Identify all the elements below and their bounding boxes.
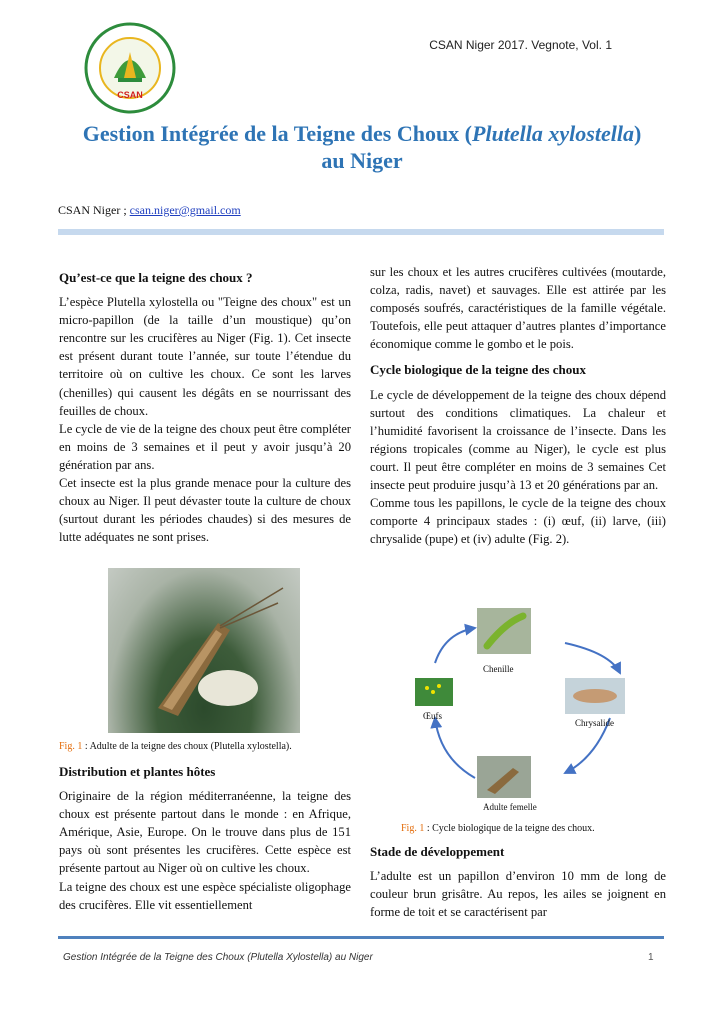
right-column-top <box>370 263 666 548</box>
paragraph: La teigne des choux est une espèce spécialiste oligophage des crucifères. Elle vit essentiellement <box>59 879 351 912</box>
section-heading: Distribution et plantes hôtes <box>59 764 216 779</box>
section-heading: Cycle biologique de la teigne des choux <box>370 362 586 378</box>
paragraph: L’espèce Plutella xylostella ou "Teigne des choux" est un micro-papillon (de la taille d’un moustique) qu’on rencontre sur les crucifères au Niger (Fig. 1). Cet insecte est présent durant toute l’année, sur toute l’étendue du territoire où on cultive les choux. Ce sont les larves (chenilles) qui causent les dégâts en se nourrissant des feuilles de choux. <box>59 295 351 418</box>
stage-label-chrysalide: Chrysalide <box>575 718 614 728</box>
author-email-link[interactable]: csan.niger@gmail.com <box>129 203 241 217</box>
csan-logo <box>84 22 176 114</box>
stage-label-oeufs: Œufs <box>423 711 443 721</box>
paragraph: Comme tous les papillons, le cycle de la teigne des choux comporte 4 principaux stades : (i) œuf, (ii) larve, (iii) chrysalide (pupe) et (iv) adulte (Fig. 2). <box>370 496 666 547</box>
paragraph: Cet insecte est la plus grande menace pour la culture des choux au Niger. Il peut dévaster toute la culture de choux (surtout durant les périodes chaudes) si des mesures de lutte adéquates ne sont prises. <box>59 476 351 545</box>
document-title: Gestion Intégrée de la Teigne des Choux (Plutella xylostella) au Niger <box>82 121 642 173</box>
life-cycle-diagram <box>415 608 643 813</box>
paragraph: Originaire de la région méditerranéenne, la teigne des choux est présente partout dans le monde : en Afrique, Amérique, Asie, Europe. On le trouve dans plus de 151 pays où sont présentes les crucifères. Cette espèce est présente partout au Niger où on cultive les choux. <box>59 789 351 876</box>
paragraph: Le cycle de développement de la teigne des choux dépend surtout des conditions climatiques. La chaleur et l’humidité favorisent la croissance de l’insecte. Dans les régions tropicales (comme au Niger), le cycle est plus court. Il peut être compléter en moins de 3 semaines Cet insecte peut produire jusqu’à 13 et 20 générations par an. <box>370 387 666 493</box>
paragraph: sur les choux et les autres crucifères cultivées (moutarde, colza, radis, navet) et sauvages. Elle est attirée par les composés soufrés, caractéristiques de la famille végétale. Toutefois, elle peut attaquer d’autres plantes d’importance économique comme le gombo et le pois. <box>370 265 666 352</box>
footer-title: Gestion Intégrée de la Teigne des Choux (Plutella Xylostella) au Niger <box>63 952 373 963</box>
section-heading: Qu’est-ce que la teigne des choux ? <box>59 270 253 285</box>
footer-divider <box>58 936 664 939</box>
header-divider <box>58 229 664 235</box>
document-reference: CSAN Niger 2017. Vegnote, Vol. 1 <box>429 38 612 52</box>
moth-photo <box>108 568 300 733</box>
page-number: 1 <box>648 952 654 963</box>
paragraph: Le cycle de vie de la teigne des choux peut être compléter en moins de 3 semaines et il peut y avoir jusqu’à 20 génération par ans. <box>59 421 351 472</box>
figure-caption: Fig. 1 : Cycle biologique de la teigne des choux. <box>401 823 595 834</box>
section-heading: Stade de développement <box>370 844 505 859</box>
author-line: CSAN Niger ; csan.niger@gmail.com <box>58 203 241 217</box>
paragraph: L’adulte est un papillon d’environ 10 mm de long de couleur brun grisâtre. Au repos, les ailes se joignent en forme de toit et se caractérisent par <box>370 869 666 920</box>
stage-label-adulte: Adulte femelle <box>483 802 537 812</box>
figure-caption: Fig. 1 : Adulte de la teigne des choux (Plutella xylostella). <box>59 741 292 752</box>
left-column-distribution <box>59 763 351 914</box>
svg-text:CSAN: CSAN <box>117 90 143 100</box>
left-column-intro <box>59 269 351 546</box>
stage-label-chenille: Chenille <box>483 664 514 674</box>
right-column-development <box>370 843 666 921</box>
